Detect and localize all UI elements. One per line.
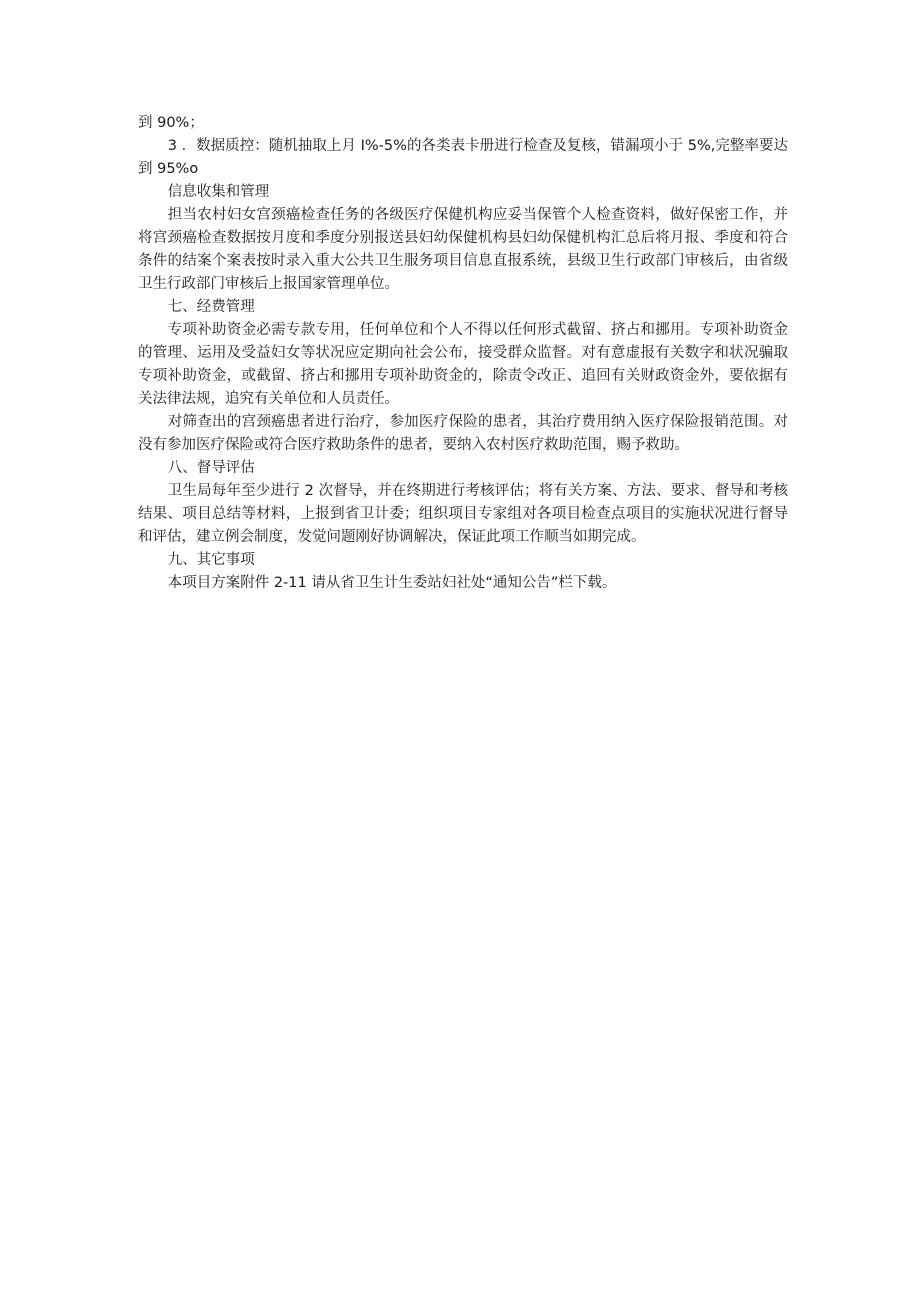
section-heading-funding-management: 七、经费管理 — [167, 299, 255, 315]
paragraph-treatment-coverage: 对筛查出的宫颈癌患者进行治疗，参加医疗保险的患者，其治疗费用纳入医疗保险报销范围。对没有参加医疗保险或符合医疗救助条件的患者，要纳入农村医疗救助范围，赐予救助。 — [138, 414, 788, 453]
paragraph-supervision: 卫生局每年至少进行 2 次督导，并在终期进行考核评估；将有关方案、方法、要求、督导和考核结果、项目总结等材料，上报到省卫计委；组织项目专家组对各项目检查点项目的实施状况进行督导和评估，建立例会制度，发觉问题刚好协调解决，保证此项工作顺当如期完成。 — [138, 483, 788, 545]
paragraph-data-quality-control: 3 ．数据质控：随机抽取上月 I%-5%的各类表卡册进行检查及复核，错漏项小于 5%,完整率要达到 95%o — [138, 138, 788, 177]
section-heading-other-matters: 九、其它事项 — [167, 552, 255, 568]
paragraph-continuation: 到 90%； — [138, 115, 204, 131]
document-body — [138, 112, 788, 595]
section-heading-supervision: 八、督导评估 — [167, 460, 255, 476]
paragraph-other-matters: 本项目方案附件 2-11 请从省卫生计生委站妇社处“通知公告”栏下载。 — [167, 575, 617, 591]
section-heading-info-management: 信息收集和管理 — [167, 184, 270, 200]
paragraph-info-management: 担当农村妇女宫颈癌检查任务的各级医疗保健机构应妥当保管个人检查资料，做好保密工作，并将宫颈癌检查数据按月度和季度分别报送县妇幼保健机构县妇幼保健机构汇总后将月报、季度和符合条件的结案个案表按时录入重大公共卫生服务项目信息直报系统，县级卫生行政部门审核后，由省级卫生行政部门审核后上报国家管理单位。 — [138, 207, 788, 292]
paragraph-funding-management: 专项补助资金必需专款专用，任何单位和个人不得以任何形式截留、挤占和挪用。专项补助资金的管理、运用及受益妇女等状况应定期向社会公布，接受群众监督。对有意虚报有关数字和状况骗取专项补助资金，或截留、挤占和挪用专项补助资金的，除责令改正、追回有关财政资金外，要依据有关法律法规，追究有关单位和人员责任。 — [138, 322, 788, 407]
